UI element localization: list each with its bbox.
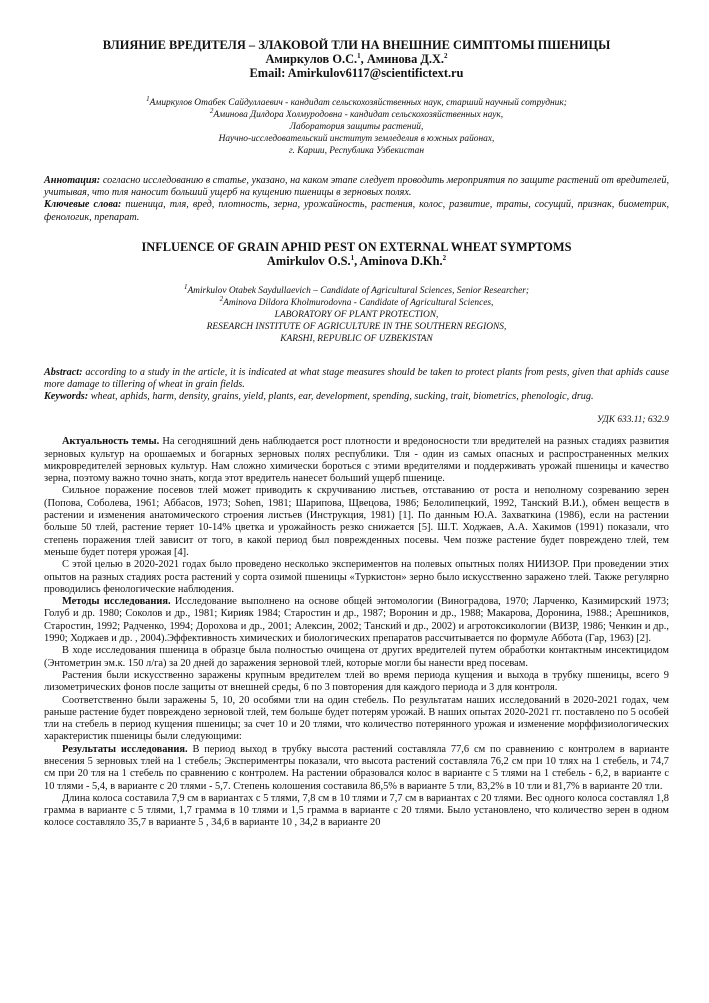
en-affiliation-2	[44, 294, 669, 309]
paragraph-3: С этой целью в 2020-2021 годах было проведено несколько экспериментов на полевых опытных полях НИИЗОР. При проведении этих опытов на разных стадиях роста растений у сорта озимой пшеницы «Туркистон» зерно было искусственно заражено тлей. Также регулярно проводились фенологические наблюдения.	[44, 559, 669, 595]
paragraph-2: Сильное поражение посевов тлей может приводить к скручиванию листьев, отставанию от роста и неполному созреванию зерен (Попова, Соболева, 1961; Аббасов, 1973; Sohen, 1981; Шарипова, Щвецова, 1986; Белолипецкий, 1992, Танский В.И.), обмен веществ в растении и изменения анатомического строения листьев (Инструкция, 1981) [1]. По данным Ю.А. Захваткина (1986), если на растении больше 50 тлей, растение теряет 10-14% цветка и урожайность резко снижается [5]. Ш.Т. Ходжаев, А.А. Хакимов (1991) показали, что степень поражения тлей зависит от того, в какой период был поврежденных посевы. Чем позже растение будет повреждено тлей, тем меньше будет потеря урожая [4].	[44, 485, 669, 558]
ru-aff-2-text: Аминова Дилдора Холмуродовна - кандидат сельскохозяйственных наук,	[213, 109, 504, 120]
ru-aff-1-text: Амиркулов Отабек Сайдуллаевич - кандидат сельскохозяйственных наук, старший научный сотрудник;	[149, 97, 567, 108]
en-affiliation-5: KARSHI, REPUBLIC OF UZBEKISTAN	[280, 333, 433, 344]
paragraph-5: В ходе исследования пшеница в образце была полностью очищена от других вредителей путем обработки контактным инсектицидом (Энтометрин эм.к. 150 л/га) за 20 дней до заражения зерновой тлей, которые могли бы нанести вред посевам.	[44, 645, 669, 669]
ru-author-1: Амиркулов О.С.	[265, 52, 358, 67]
en-author-1-sup: 1	[350, 254, 355, 263]
en-affiliation-1	[44, 282, 669, 297]
ru-affiliation-1	[44, 94, 669, 109]
en-affiliation-4: RESEARCH INSTITUTE OF AGRICULTURE IN THE SOUTHERN REGIONS,	[206, 321, 507, 332]
paragraph-methods-lead: Методы исследования.	[62, 596, 171, 608]
ru-affiliation-2	[44, 106, 669, 121]
paragraph-results-text: В период выход в трубку высота растений составляла 77,6 см по сравнению с контролем в варианте внесения 5 зерновых тлей на 1 стебель; Экспериментры показали, что высота растений составляла 76,2 см при 10 тлях на 1 стебель, и 74,7 см при 20 тля на 1 стебель по сравнению с контролем. На растении образовался колос в варианте с 5 тлями на 1 стебель - 6,2, в варианте с 10 тлями - 5,4, в варианте с 20 тлями - 5,7. Степень колошения составила 86,5% в варианте 5 тли, 83,2% в 10 тли и 81,7% в варианте 20 тли.	[44, 743, 669, 792]
en-aff-2-text: Aminova Dildora Kholmurodovna - Candidate of Agricultural Sciences,	[223, 297, 494, 308]
ru-authors	[44, 52, 669, 66]
paragraph-relevance-text: На сегодняшний день наблюдается рост плотности и вредоносности тли вредителей на разных стадиях развития зерновых культур на орошаемых и богарных зерновых полях республики. Тля - один из самых опасных и распространенных мелких микровредителей зерновых культур. Нам сложно химически бороться с этими вредителями и поддерживать урожай пшеницы и качество зерна, поэтому важно точно знать, когда этот вредитель нанесет больший ущерб пшенице.	[44, 436, 669, 485]
paragraph-relevance-lead: Актуальность темы.	[62, 436, 160, 448]
en-author-sep: ,	[354, 254, 360, 269]
en-aff-1-text: Amirkulov Otabek Saydullaevich – Candidate of Agricultural Sciences, Senior Researcher;	[187, 285, 530, 296]
ru-affiliation-4: Научно-исследовательский институт земледелия в южных районах,	[218, 133, 495, 144]
ru-author-2-sup: 2	[444, 52, 448, 61]
udc-code: УДК 633.11; 632.9	[596, 414, 669, 425]
en-keywords	[44, 391, 669, 403]
ru-abstract	[44, 175, 669, 200]
ru-affiliation-5: г. Карши, Республика Узбекистан	[289, 145, 424, 156]
paragraph-methods	[44, 596, 669, 645]
en-aff-2-sup: 2	[219, 294, 224, 303]
en-author-1: Amirkulov O.S.	[266, 254, 351, 269]
ru-keywords-text: пшеница, тля, вред, плотность, зерна, урожайность, растения, колос, развитие, траты, сосущий, признак, биометрик, фенологик, препарат.	[44, 199, 670, 223]
en-abstract	[44, 367, 669, 392]
ru-email: Email: Amirkulov6117@scientifictext.ru	[249, 66, 464, 81]
ru-aff-1-sup: 1	[146, 94, 150, 103]
ru-abstract-label: Аннотация:	[44, 174, 101, 186]
ru-aff-2-sup: 2	[209, 106, 214, 115]
ru-author-2: Аминова Д.Х.	[366, 52, 445, 67]
en-abstract-label: Abstract:	[44, 366, 83, 378]
en-aff-1-sup: 1	[183, 282, 188, 291]
ru-abstract-text: согласно исследованию в статье, указано, на каком этапе следует проводить мероприятия по защите растений от вредителей, учитывая, что тля наносит больший ущерб на кущению пшеницы в зерновых полях.	[44, 174, 669, 199]
en-keywords-text: wheat, aphids, harm, density, grains, yield, plants, ear, development, spending, sucking, trait, biometrics, phenologic, drug.	[88, 391, 594, 403]
paragraph-9: Длина колоса составила 7,9 см в вариантах с 5 тлями, 7,8 см в 10 тлями и 7,7 см в вариантах с 20 тлями. Вес одного колоса составлял 1,8 грамма в варианте с 5 тлями, 1,7 грамма в 10 тлями и 1,5 грамма в варианте с 20 тлями. Было установлено, что количество зерен в одном колосе составляло 35,7 в варианте 5 , 34,6 в варианте 10 , 34,2 в варианте 20	[44, 792, 669, 829]
en-affiliation-3: LABORATORY OF PLANT PROTECTION,	[274, 309, 439, 320]
en-abstract-text: according to a study in the article, it is indicated at what stage measures should be taken to protect plants from pests, given that aphids cause more damage to tillering of wheat in grain fields.	[44, 366, 669, 391]
paragraph-results-lead: Результаты исследования.	[62, 743, 188, 755]
ru-author-1-sup: 1	[357, 52, 361, 61]
ru-keywords	[44, 199, 669, 224]
ru-affiliation-3: Лаборатория защиты растений,	[289, 121, 424, 132]
ru-title: ВЛИЯНИЕ ВРЕДИТЕЛЯ – ЗЛАКОВОЙ ТЛИ НА ВНЕШНИЕ СИМПТОМЫ ПШЕНИЦЫ	[102, 38, 611, 52]
en-title: INFLUENCE OF GRAIN APHID PEST ON EXTERNAL WHEAT SYMPTOMS	[141, 240, 572, 255]
ru-author-sep: ,	[360, 52, 367, 67]
en-author-2: Aminova D.Kh.	[359, 254, 443, 269]
en-authors	[44, 254, 669, 268]
paragraph-results	[44, 744, 669, 793]
en-keywords-label: Keywords:	[44, 391, 89, 403]
paragraph-7: Соответственно были заражены 5, 10, 20 особями тли на один стебель. По результатам наших исследований в 2020-2021 годах, чем раньше растение будет повреждено зерновой тлей, тем больше будет потерям урожай. В наших опытах 2020-2021 гг. поставлено по 5 особей тли на стебель в период кущения пшеницы; за счет 10 и 20 тлями, что количество потерянного урожая и изменение морффизиологических характеристик пшеницы были следующими:	[44, 694, 669, 743]
paragraph-relevance	[44, 436, 669, 485]
article-body	[44, 436, 669, 830]
ru-keywords-label: Ключевые слова:	[44, 199, 122, 211]
paragraph-6: Растения были искусственно заражены крупным вредителем тлей во время периода кущения и выхода в трубку пшеницы, всего 9 лизометрических фонов после защиты от внешней среды, 6 по 3 повторения для каждого периода и 3 для контроля.	[44, 669, 669, 694]
en-author-2-sup: 2	[442, 254, 447, 263]
paragraph-methods-text: Исследование выполнено на основе общей энтомологии (Виноградова, 1970; Ларченко, Казимирский 1973; Голуб и др. 1980; Соколов и др., 1981; Кирияк 1984; Старостин и др., 1987; Воронин и др., 1988; Макарова, Доронина, 1988.; Арешников, Старостин, 1992; Радченко, 1994; Дорохова и др., 2001; Алексин, 2002; Танский и др., 2002) и агротоксикологии (ВИЗР, 1986; Ченкин и др., 1990; Ходжаев и др. , 2004).Эффективность химических и биологических препаратов рассчитывается по формуле Аббота (Гар, 1963) [2].	[44, 596, 669, 645]
